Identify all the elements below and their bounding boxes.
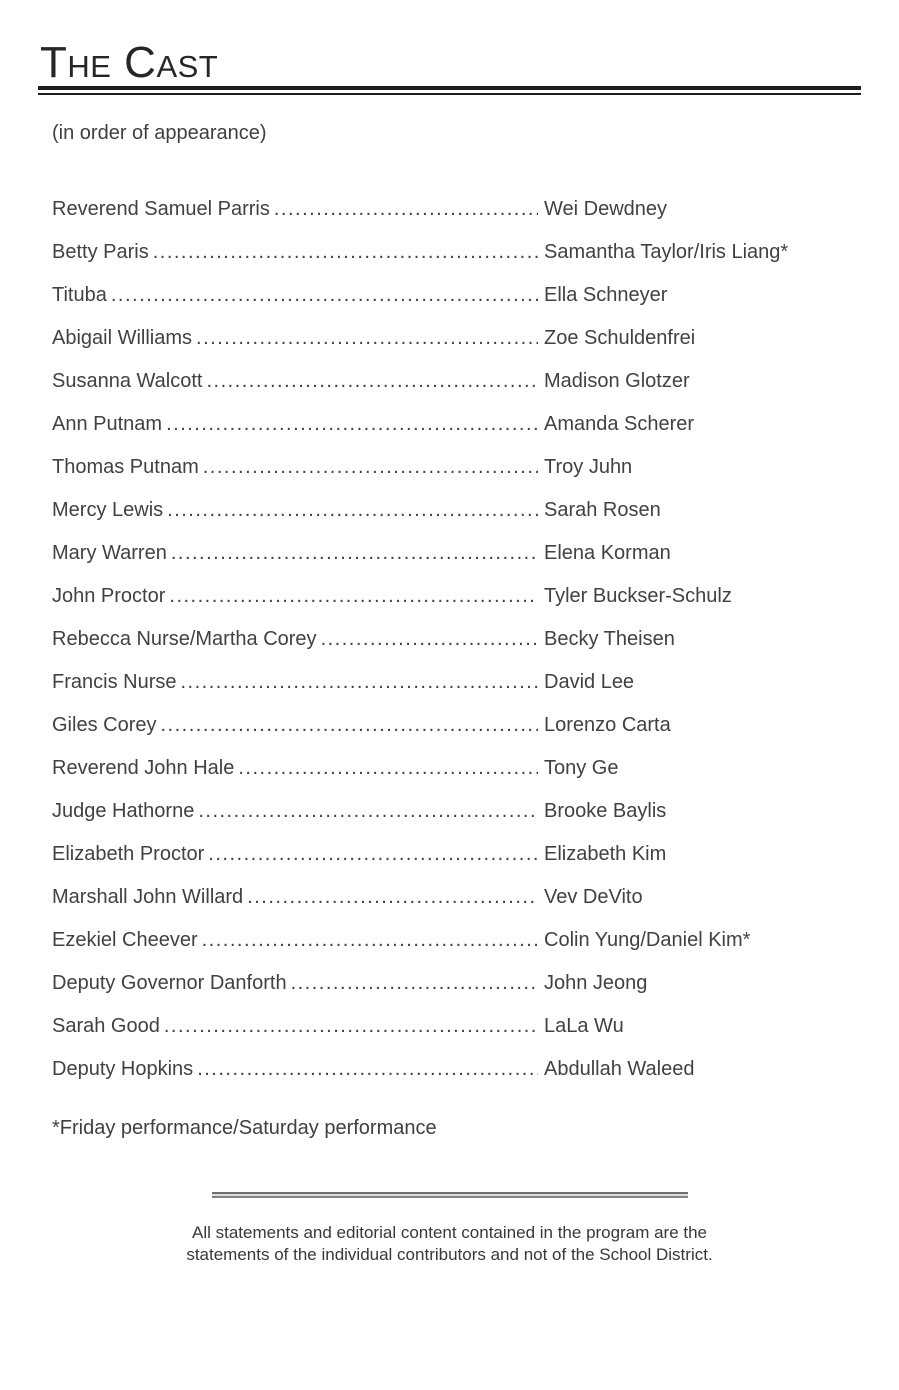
actor-name: Samantha Taylor/Iris Liang* [544,241,789,263]
footer-rule [212,1192,688,1198]
disclaimer [38,1222,861,1266]
role-name: Mercy Lewis [52,499,164,521]
cast-row [52,326,861,350]
actor-name: Madison Glotzer [544,370,690,392]
dot-leader [198,928,538,952]
role-name: Ezekiel Cheever [52,929,198,951]
cast-row [52,1057,861,1081]
cast-row-left [52,498,538,522]
disclaimer-line-1: All statements and editorial content contained in the program are the [191,1223,708,1242]
cast-row [52,455,861,479]
dot-leader [192,326,538,350]
actor-name: Colin Yung/Daniel Kim* [544,929,751,951]
cast-row-left [52,1014,538,1038]
cast-row [52,1014,861,1038]
dot-leader [270,197,538,221]
dot-leader [162,412,538,436]
performance-footnote: *Friday performance/Saturday performance [52,1117,437,1139]
actor-name: Tony Ge [544,757,619,779]
actor-name: Lorenzo Carta [544,714,671,736]
role-name: Francis Nurse [52,671,177,693]
cast-row-left [52,584,538,608]
cast-row-left [52,971,538,995]
subtitle: (in order of appearance) [52,122,267,144]
cast-row-left [52,240,538,264]
dot-leader [149,240,538,264]
cast-row-left [52,713,538,737]
role-name: Thomas Putnam [52,456,199,478]
cast-row-left [52,670,538,694]
cast-row-left [52,627,538,651]
cast-row-left [52,197,538,221]
cast-row [52,756,861,780]
cast-row-left [52,928,538,952]
actor-name: David Lee [544,671,635,693]
disclaimer-line-2: statements of the individual contributors and not of the School District. [186,1245,713,1264]
actor-name: John Jeong [544,972,648,994]
cast-row [52,197,861,221]
role-name: Judge Hathorne [52,800,195,822]
title-rule [38,86,861,95]
cast-list [52,197,861,1081]
cast-row [52,240,861,264]
actor-name: Becky Theisen [544,628,675,650]
cast-row-left [52,756,538,780]
cast-row [52,670,861,694]
role-name: Deputy Hopkins [52,1058,194,1080]
cast-row [52,928,861,952]
cast-row-left [52,455,538,479]
cast-row [52,842,861,866]
dot-leader [287,971,538,995]
page-title: The Cast [40,38,219,87]
actor-name: Troy Juhn [544,456,633,478]
dot-leader [193,1057,538,1081]
actor-name: Brooke Baylis [544,800,667,822]
dot-leader [176,670,538,694]
cast-row-left [52,799,538,823]
role-name: Ann Putnam [52,413,163,435]
role-name: Elizabeth Proctor [52,843,205,865]
dot-leader [194,799,538,823]
role-name: Reverend Samuel Parris [52,198,270,220]
dot-leader [234,756,538,780]
role-name: Abigail Williams [52,327,193,349]
role-name: Reverend John Hale [52,757,235,779]
cast-row [52,541,861,565]
actor-name: Vev DeVito [544,886,643,908]
cast-row-left [52,283,538,307]
cast-row [52,971,861,995]
dot-leader [317,627,538,651]
actor-name: Elena Korman [544,542,671,564]
role-name: Deputy Governor Danforth [52,972,287,994]
actor-name: Ella Schneyer [544,284,668,306]
actor-name: Abdullah Waleed [544,1058,695,1080]
cast-row [52,584,861,608]
cast-row [52,283,861,307]
role-name: Sarah Good [52,1015,160,1037]
dot-leader [204,842,538,866]
role-name: Susanna Walcott [52,370,203,392]
dot-leader [202,369,538,393]
actor-name: Tyler Buckser-Schulz [544,585,732,607]
role-name: Giles Corey [52,714,157,736]
role-name: John Proctor [52,585,166,607]
cast-row [52,498,861,522]
actor-name: Zoe Schuldenfrei [544,327,696,349]
cast-row [52,799,861,823]
cast-row [52,412,861,436]
role-name: Mary Warren [52,542,167,564]
cast-row [52,713,861,737]
actor-name: Elizabeth Kim [544,843,667,865]
cast-row-left [52,541,538,565]
dot-leader [243,885,538,909]
dot-leader [160,1014,538,1038]
cast-row-left [52,369,538,393]
cast-row [52,885,861,909]
cast-row [52,627,861,651]
actor-name: Sarah Rosen [544,499,661,521]
cast-row [52,369,861,393]
role-name: Marshall John Willard [52,886,244,908]
role-name: Rebecca Nurse/Martha Corey [52,628,317,650]
role-name: Betty Paris [52,241,149,263]
actor-name: LaLa Wu [544,1015,624,1037]
cast-row-left [52,842,538,866]
role-name: Tituba [52,284,107,306]
actor-name: Wei Dewdney [544,198,668,220]
actor-name: Amanda Scherer [544,413,695,435]
cast-row-left [52,326,538,350]
dot-leader [163,498,538,522]
dot-leader [167,541,538,565]
cast-row-left [52,1057,538,1081]
dot-leader [156,713,538,737]
dot-leader [107,283,538,307]
dot-leader [165,584,538,608]
dot-leader [199,455,538,479]
cast-row-left [52,412,538,436]
cast-row-left [52,885,538,909]
